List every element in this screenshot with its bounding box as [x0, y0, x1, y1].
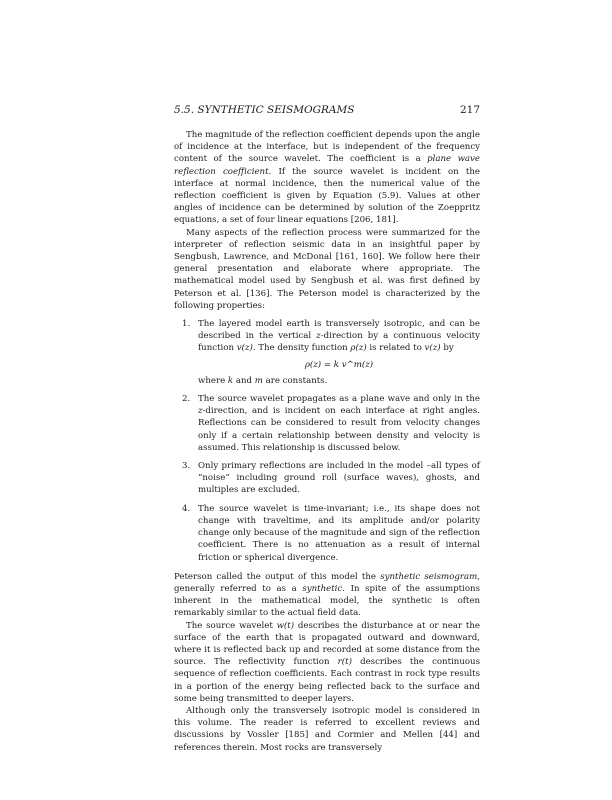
section-title: 5.5. SYNTHETIC SEISMOGRAMS [174, 104, 355, 116]
property-list [174, 318, 480, 564]
list-item: 4. The source wavelet is time-invariant; i.e., its shape does not change with traveltime, and its amplitude and/or polarity change only because of the magnitude and sign of the reflection coefficient. There is no attenuation as a result of internal friction or spherical divergence. [182, 503, 480, 563]
page-number: 217 [459, 104, 480, 116]
body-text [174, 129, 480, 754]
density-equation: ρ(z) = k v^m(z) [304, 359, 374, 370]
list-number: 4. [182, 503, 191, 514]
list-number: 2. [182, 394, 191, 405]
emphasis: synthetic seismogram, [380, 571, 480, 582]
paragraph-synthetic: Peterson called the output of this model the synthetic seismogram, generally referred to as a synthetic. In spite of the assumptions inherent in the mathematical model, the synthetic is often remarkably similar to the actual field data. [174, 571, 481, 619]
paragraph-isotropic-model: Although only the transversely isotropic model is considered in this volume. The reader is referred to excellent reviews and discussions by Vossler [185] and Cormier and Mellen [44] and references therein. Most rocks are transversely [174, 705, 480, 753]
list-number: 1. [182, 319, 191, 330]
list-item: 2. The source wavelet propagates as a plane wave and only in the z-direction, and is incident on each interface at right angles. Reflections can be considered to result from velocity changes only if a certain relationship between density and velocity is assumed. This relationship is discussed below. [182, 394, 480, 453]
list-number: 3. [182, 461, 191, 472]
list-item: 1. The layered model earth is transversely isotropic, and can be described in the vertical z-direction by a continuous velocity function v(z). The density function ρ(z) is related to v(z) by ρ(z) = k v^m(z) where k and m are constants. [182, 319, 480, 386]
paragraph-source-wavelet: The source wavelet w(t) describes the disturbance at or near the surface of the earth that is propagated outward and downward, where it is reflected back up and recorded at some distance from the source. The reflectivity function r(t) describes the continuous sequence of reflection coefficients. Each contrast in rock type results in a portion of the energy being reflected back to the surface and some being transmitted to deeper layers. [174, 620, 480, 704]
paragraph-reflection-coefficient: The magnitude of the reflection coefficient depends upon the angle of incidence at the interface, but is independent of the frequency content of the source wavelet. The coefficient is a plane wave reflection coefficient. If the source wavelet is incident on the interface at normal incidence, then the numerical value of the reflection coefficient is given by Equation (5.9). Values at other angles of incidence can be determined by solution of the Zoeppritz equations, a set of four linear equations [206, 181]. [174, 130, 480, 226]
list-item: 3. Only primary reflections are included in the model –all types of “noise” including ground roll (surface waves), ghosts, and multiples are excluded. [182, 461, 480, 496]
emphasis: synthetic. [302, 583, 345, 594]
running-header [174, 103, 480, 117]
emphasis: plane wave reflection coefficient. [174, 154, 480, 177]
paragraph-reflection-process: Many aspects of the reflection process were summarized for the interpreter of reflection seismic data in an insightful paper by Sengbush, Lawrence, and McDonal [161, 160]. We follow here their general presentation and elaborate where appropriate. The mathematical model used by Sengbush et al. was first defined by Peterson et al. [136]. The Peterson model is characterized by the following properties: [174, 227, 480, 311]
